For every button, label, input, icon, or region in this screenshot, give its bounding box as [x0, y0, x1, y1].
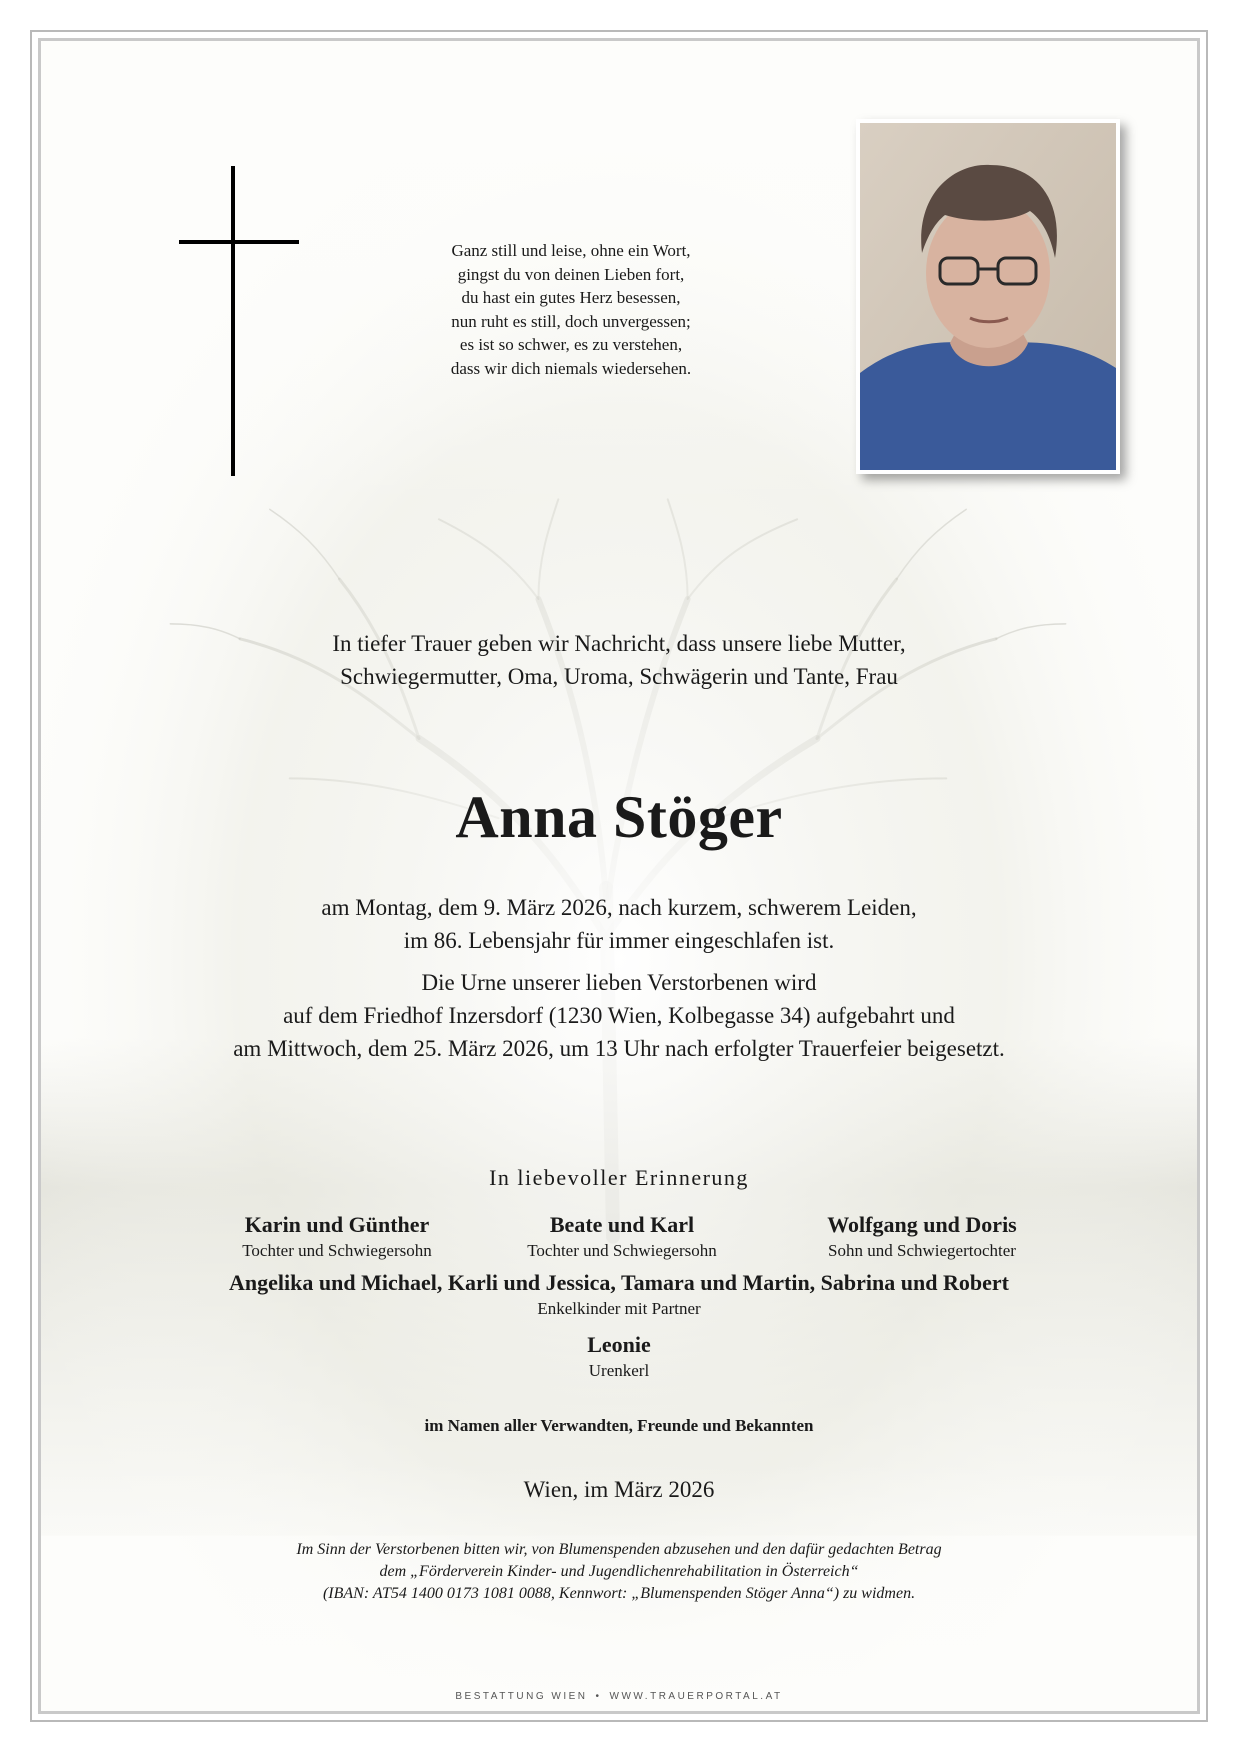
- poem-line: du hast ein gutes Herz besessen,: [461, 288, 681, 307]
- great-grandchild-name: Leonie: [587, 1332, 651, 1357]
- footer-separator: •: [595, 1691, 602, 1702]
- grandchildren-names: Angelika und Michael, Karli und Jessica, Tamara und Martin, Sabrina und Robert: [229, 1270, 1009, 1295]
- footer: [41, 1691, 1197, 1702]
- family-member-name: Beate und Karl: [549, 1212, 695, 1237]
- poem: [391, 239, 751, 380]
- place-date: Wien, im März 2026: [523, 1477, 715, 1502]
- intro-text: [41, 627, 1197, 693]
- great-grandchild-relation: Urenkerl: [588, 1361, 650, 1380]
- burial-info: [41, 966, 1197, 1065]
- passing-line: im 86. Lebensjahr für immer eingeschlafen ist.: [403, 928, 835, 953]
- family-member: [472, 1211, 772, 1263]
- footer-website: WWW.TRAUERPORTAL.AT: [609, 1691, 783, 1702]
- deceased-name: Anna Stöger: [455, 784, 783, 850]
- burial-line: Die Urne unserer lieben Verstorbenen wird: [421, 970, 817, 995]
- on-behalf-line: im Namen aller Verwandten, Freunde und Bekannten: [424, 1416, 814, 1435]
- donation-line: (IBAN: AT54 1400 0173 1081 0088, Kennwort: „Blumenspenden Stöger Anna“) zu widmen.: [322, 1585, 916, 1602]
- family-member-name: Karin und Günther: [244, 1212, 430, 1237]
- intro-line: In tiefer Trauer geben wir Nachricht, dass unsere liebe Mutter,: [332, 631, 906, 656]
- portrait-image: [860, 123, 1116, 470]
- great-grandchild: [41, 1331, 1197, 1383]
- family-member: [187, 1211, 487, 1263]
- footer-brand: BESTATTUNG WIEN: [455, 1691, 588, 1702]
- donation-line: dem „Förderverein Kinder- und Jugendlichenrehabilitation in Österreich“: [379, 1563, 859, 1580]
- poem-line: nun ruht es still, doch unvergessen;: [451, 311, 691, 331]
- family-member: [772, 1211, 1072, 1263]
- poem-line: gingst du von deinen Lieben fort,: [457, 264, 685, 284]
- family-member-relation: Tochter und Schwiegersohn: [242, 1241, 432, 1260]
- burial-line: am Mittwoch, dem 25. März 2026, um 13 Uhr nach erfolgter Trauerfeier beigesetzt.: [233, 1036, 1005, 1061]
- family-member-relation: Sohn und Schwiegertochter: [828, 1241, 1016, 1260]
- cross-icon: [179, 166, 299, 476]
- poem-line: dass wir dich niemals wiedersehen.: [450, 358, 692, 378]
- burial-line: auf dem Friedhof Inzersdorf (1230 Wien, Kolbegasse 34) aufgebahrt und: [283, 1003, 955, 1028]
- donation-line: Im Sinn der Verstorbenen bitten wir, von Blumenspenden abzusehen und den dafür gedachten Betrag: [296, 1541, 942, 1558]
- grandchildren: [41, 1269, 1197, 1321]
- grandchildren-relation: Enkelkinder mit Partner: [537, 1299, 701, 1318]
- memory-heading: In liebevoller Erinnerung: [489, 1165, 749, 1190]
- poem-line: Ganz still und leise, ohne ein Wort,: [451, 241, 691, 260]
- family-member-name: Wolfgang und Doris: [827, 1212, 1017, 1237]
- passing-text: [41, 891, 1197, 957]
- family-member-relation: Tochter und Schwiegersohn: [527, 1241, 717, 1260]
- intro-line: Schwiegermutter, Oma, Uroma, Schwägerin und Tante, Frau: [340, 664, 898, 689]
- donation-note: [41, 1539, 1197, 1605]
- portrait-photo: [856, 119, 1120, 474]
- poem-line: es ist so schwer, es zu verstehen,: [459, 335, 683, 354]
- inner-frame: [38, 38, 1200, 1714]
- passing-line: am Montag, dem 9. März 2026, nach kurzem, schwerem Leiden,: [321, 895, 917, 920]
